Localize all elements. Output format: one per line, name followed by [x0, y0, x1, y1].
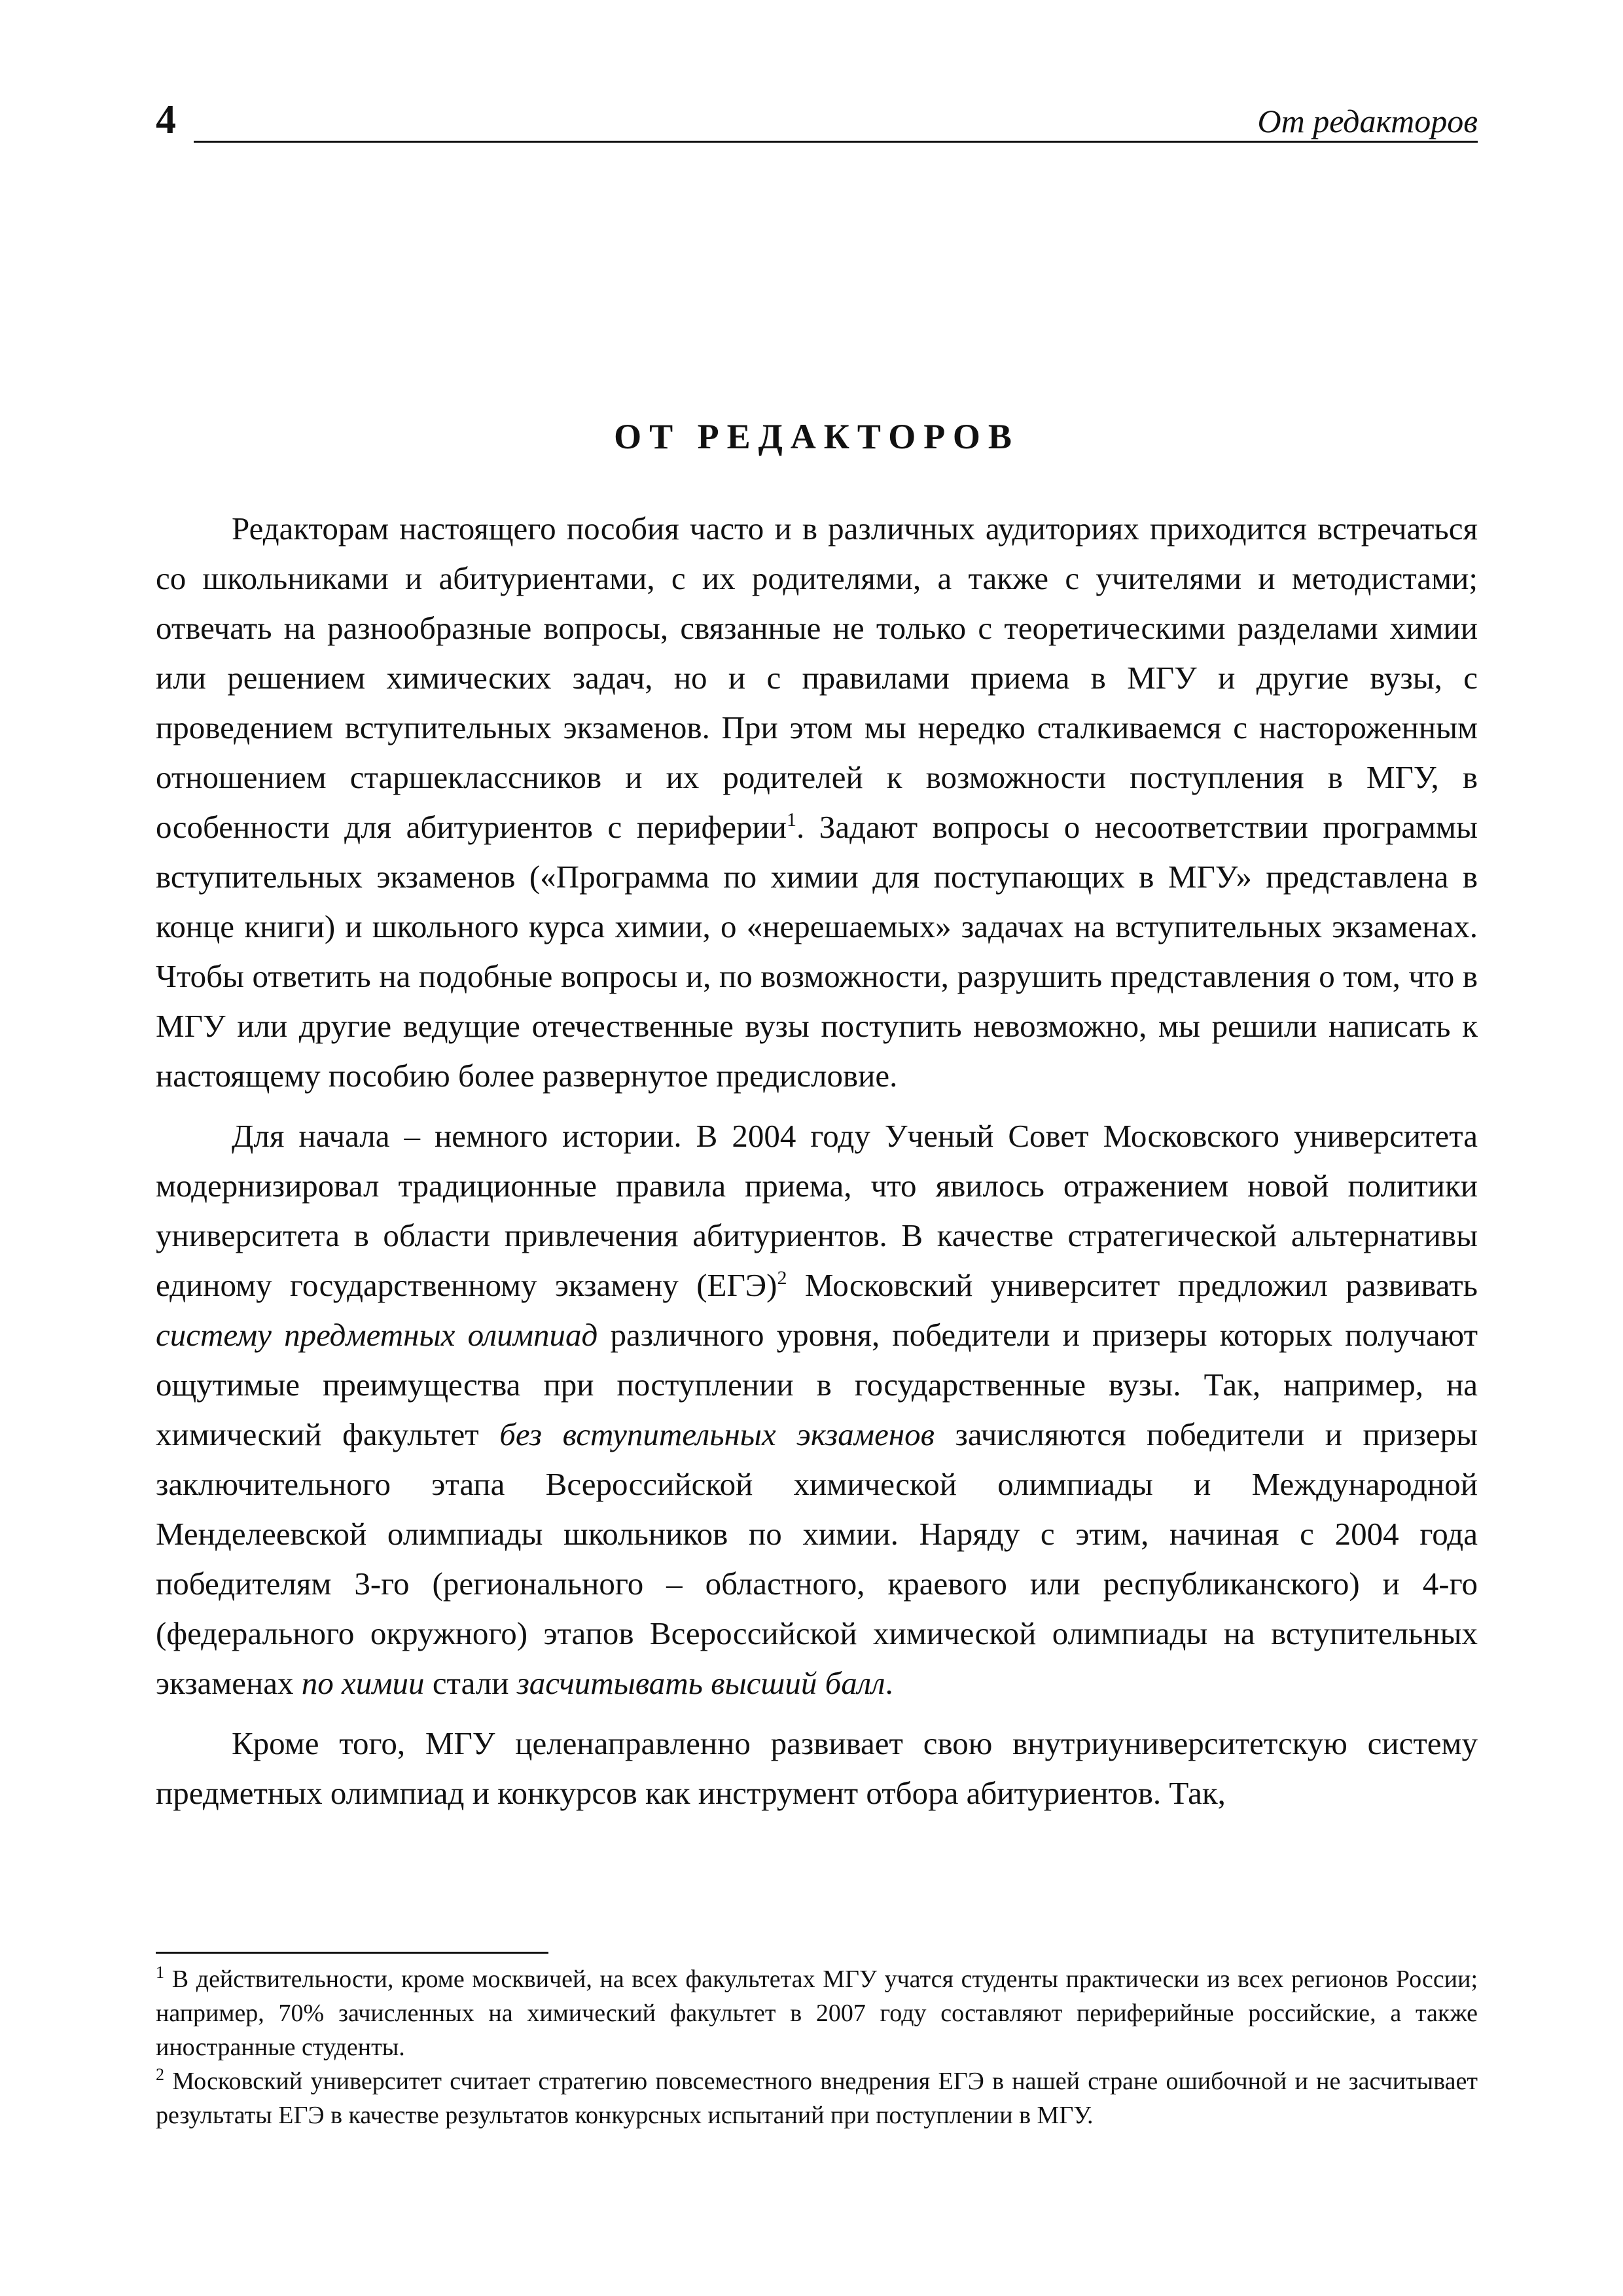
paragraph-2-text-a: Для начала – немного истории. В 2004 году Ученый Совет Московского университета модернизировал традиционные правила приема, что явилось отражением новой политики университета в области привлечения абитуриентов. В качестве стратегической альтернативы единому государственному экзамену (ЕГЭ)	[156, 1118, 1478, 1303]
emphasis-highest-score: засчитывать высший балл	[516, 1665, 885, 1701]
emphasis-in-chemistry: по химии	[301, 1665, 425, 1701]
paragraph-3-text-a: Кроме того, МГУ целенаправленно развивает свою внутриуниверситетскую систему предметных олимпиад и конкурсов как инструмент отбора абитуриентов. Так,	[156, 1725, 1478, 1811]
emphasis-without-exams: без вступительных экзаменов	[499, 1416, 935, 1452]
paragraph-1-text-a: Редакторам настоящего пособия часто и в различных аудиториях приходится встречаться со школьниками и абитуриентами, с их родителями, а также с учителями и методистами; отвечать на разнообразные вопросы, связанные не только с теоретическими разделами химии или решением химических задач, но и с правилами приема в МГУ и другие вузы, с проведением вступительных экзаменов. При этом мы нередко сталкиваемся с настороженным отношением старшеклассников и их родителей к возможности поступления в МГУ, в особенности для абитуриентов с периферии	[156, 511, 1478, 845]
paragraph-2-text-d: зачисляются победители и призеры заключительного этапа Всероссийской химической олимпиады и Международной Менделеевской олимпиады школьников по химии. Наряду с этим, начиная с 2004 года победителям 3-го (регионального – областного, краевого или республиканского) и 4-го (федерального окружного) этапов Всероссийской химической олимпиады на вступительных экзаменах	[156, 1416, 1478, 1701]
paragraph-2-text-e: стали	[424, 1665, 517, 1701]
footnote-ref-1: 1	[786, 809, 796, 831]
page-number: 4	[156, 98, 176, 142]
header-rule	[194, 141, 1478, 143]
footnote-ref-2: 2	[777, 1267, 787, 1289]
footnote-1-text: В действительности, кроме москвичей, на всех факультетах МГУ учатся студенты практически из всех регионов России; например, 70% зачисленных на химический факультет в 2007 году составляют периферийные российские, а также иностранные студенты.	[156, 1965, 1478, 2061]
running-title: От редакторов	[1257, 103, 1478, 139]
section-title: ОТ РЕДАКТОРОВ	[614, 417, 1020, 456]
emphasis-olympiad-system: систему предметных олимпиад	[156, 1317, 598, 1353]
paragraph-3	[156, 1719, 1478, 1818]
footnote-2-text: Московский университет считает стратегию повсеместного внедрения ЕГЭ в нашей стране ошибочной и не засчитывает результаты ЕГЭ в качестве результатов конкурсных испытаний при поступлении в МГУ.	[156, 2068, 1478, 2129]
paragraph-2-text-c: различного уровня, победители и призеры которых получают ощутимые преимущества при поступлении в государственные вузы. Так, например, на химический факультет	[156, 1317, 1478, 1452]
footnotes	[156, 1962, 1478, 2132]
paragraph-2-text-b: Московский университет предложил развивать	[787, 1267, 1478, 1303]
paragraph-2-text-f: .	[885, 1665, 893, 1701]
paragraph-1	[156, 504, 1478, 1101]
footnote-rule	[156, 1952, 548, 1954]
paragraph-2	[156, 1111, 1478, 1708]
footnote-1	[156, 1962, 1478, 2064]
footnote-2	[156, 2064, 1478, 2132]
page-header	[156, 97, 1478, 143]
footnote-2-number: 2	[156, 2065, 164, 2084]
paragraph-1-text-b: . Задают вопросы о несоответствии программы вступительных экзаменов («Программа по химии для поступающих в МГУ» представлена в конце книги) и школьного курса химии, о «нерешаемых» задачах на вступительных экзаменах. Чтобы ответить на подобные вопросы и, по возможности, разрушить представления о том, что в МГУ или другие ведущие отечественные вузы поступить невозможно, мы решили написать к настоящему пособию более развернутое предисловие.	[156, 809, 1478, 1094]
body-text	[156, 504, 1478, 1829]
footnote-1-number: 1	[156, 1963, 164, 1982]
